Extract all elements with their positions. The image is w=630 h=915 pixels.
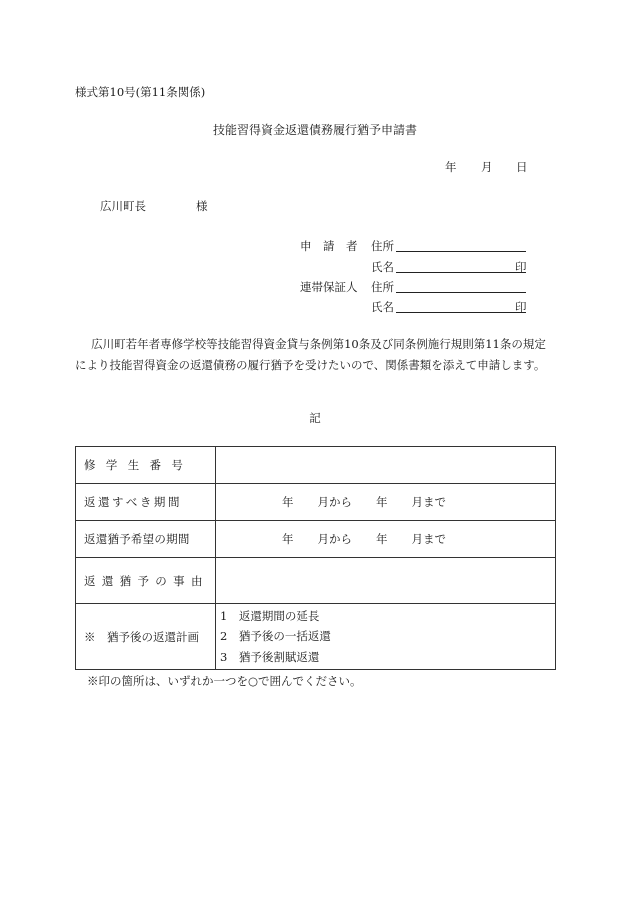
- plan-label: ※ 猶予後の返還計画: [76, 604, 216, 670]
- guarantor-name-label: 氏名: [371, 300, 394, 314]
- addressee-name: 広川町長: [100, 199, 146, 213]
- applicant-address-label: 住所: [371, 239, 394, 253]
- repay-month2: 月まで: [411, 495, 446, 509]
- applicant-address-line[interactable]: [396, 251, 526, 252]
- repay-year2: 年: [376, 495, 388, 509]
- guarantor-name-line[interactable]: [396, 312, 526, 313]
- deferral-month1: 月から: [317, 532, 352, 546]
- reason-field[interactable]: [216, 558, 556, 604]
- deferral-year1: 年: [282, 532, 294, 546]
- ki-heading: 記: [309, 411, 321, 425]
- date-year-label: 年: [445, 160, 457, 174]
- applicant-role: 申 請 者: [300, 239, 358, 253]
- applicant-seal: 印: [515, 260, 527, 274]
- deferral-period-label: 返還猶予希望の期間: [76, 521, 216, 558]
- application-body-text: 広川町若年者専修学校等技能習得資金貸与条例第10条及び同条例施行規則第11条の規定により技能習得資金の返還債務の履行猶予を受けたいので、関係書類を添えて申請します。: [75, 337, 546, 372]
- student-number-field[interactable]: [216, 447, 556, 484]
- repay-period-field[interactable]: [216, 484, 556, 521]
- applicant-name-label: 氏名: [371, 260, 394, 274]
- plan-option-1[interactable]: 1 返還期間の延長: [220, 608, 320, 623]
- table-row-repay-period: [76, 484, 556, 521]
- deferral-period-field[interactable]: [216, 521, 556, 558]
- addressee-honorific: 様: [196, 199, 208, 213]
- footnote: ※印の箇所は、いずれか一つを○で囲んでください。: [87, 674, 362, 688]
- form-number: 様式第10号(第11条関係): [75, 85, 206, 99]
- repay-month1: 月から: [317, 495, 352, 509]
- plan-options: [216, 604, 556, 670]
- table-row-student-number: [76, 447, 556, 484]
- student-number-label: 修学生番号: [76, 447, 216, 484]
- repay-year1: 年: [282, 495, 294, 509]
- table-row-reason: [76, 558, 556, 604]
- repay-period-label: 返還すべき期間: [76, 484, 216, 521]
- form-title: 技能習得資金返還債務履行猶予申請書: [212, 123, 417, 137]
- deferral-month2: 月まで: [411, 532, 446, 546]
- guarantor-address-line[interactable]: [396, 292, 526, 293]
- plan-option-2[interactable]: 2 猶予後の一括返還: [220, 629, 331, 644]
- applicant-name-line[interactable]: [396, 272, 526, 273]
- guarantor-address-label: 住所: [371, 280, 394, 294]
- guarantor-seal: 印: [515, 300, 527, 314]
- deferral-year2: 年: [376, 532, 388, 546]
- detail-table: [75, 446, 556, 670]
- guarantor-role: 連帯保証人: [300, 280, 358, 294]
- reason-label: 返還猶予の事由: [76, 558, 216, 604]
- date-day-label: 日: [516, 160, 528, 174]
- table-row-plan: [76, 604, 556, 670]
- table-row-deferral-period: [76, 521, 556, 558]
- plan-option-3[interactable]: 3 猶予後割賦返還: [220, 649, 320, 664]
- date-month-label: 月: [481, 160, 493, 174]
